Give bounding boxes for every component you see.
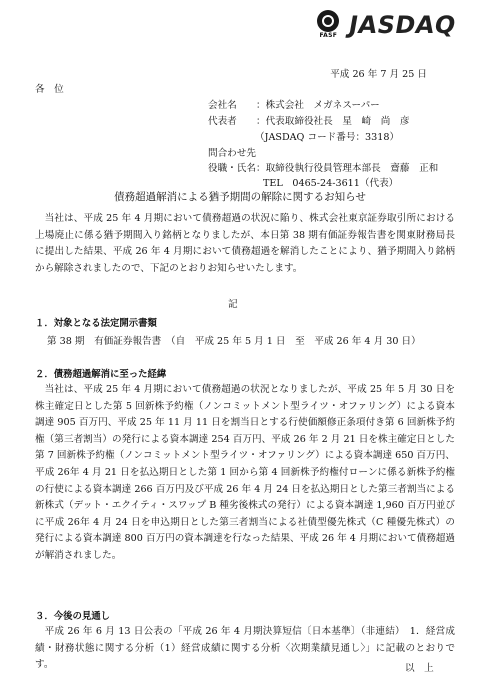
section3-line: 財務状態に関する分析（1）経営成績に関する分析〈次期業績見通し〉」に記載のとおりです。: [35, 642, 455, 671]
section2-line: 資本調達 800 百万円の資本調達を行なった結果、平成 26 年 4 月期において債務超過が解消され: [35, 533, 456, 561]
section2-paragraph: [35, 382, 455, 565]
representative-label: 代表者: [208, 116, 237, 127]
representative-value: ：代表取締役社長 星 崎 尚 彦: [256, 116, 410, 127]
section3-heading: ３．今後の見通し: [35, 611, 111, 622]
closing-mark: 以 上: [405, 663, 434, 674]
ki-marker: 記: [228, 299, 238, 310]
intro-paragraph: [35, 211, 455, 277]
fasf-seal-icon: [317, 10, 339, 32]
section2-line: ました。: [82, 549, 122, 561]
company-name-value: ：株式会社 メガネスーパー: [256, 100, 380, 111]
header-logos: [315, 10, 459, 40]
role-value: ：取締役執行役員管理本部長 齋藤 正和: [256, 163, 439, 174]
section2-line: ト・エクイティ・スワップ B 種劣後株式の発行）による資本調達 1,960 百万円並びに平成 26: [35, 500, 456, 528]
section3-line: 平成 26 年 6 月 13 日公表の「平成 26 年 4 月期決算短信〔日本基準〕（非連結） 1．経営成績・: [35, 626, 455, 654]
jasdaq-code: （JASDAQ コード番号：3318）: [255, 132, 400, 143]
section2-line: 達 905 百万円、平成 25 年 11 月 11 日を割当日とする行使価額修正条項付き第 6 回新株予約権（第: [35, 417, 455, 445]
telephone: TEL 0465-24-3611（代表）: [263, 178, 399, 189]
section1-body: 第 38 期 有価証券報告書 （自 平成 25 年 5 月 1 日 至 平成 26 年 4 月 30 日）: [47, 336, 421, 347]
section2-line: 三者割当）の発行による資本調達 254 百万円、平成 26 年 2 月 21 日を株主確定日とした第 7 回新: [35, 433, 456, 462]
fasf-logo: [315, 10, 341, 40]
fasf-caption: FASF: [319, 32, 338, 39]
addressee: 各 位: [35, 84, 64, 95]
section2-line: 株予約権（ノンコミットメント型ライツ・オファリング）による資本調達 650 百万円、平成 26: [35, 450, 455, 478]
section3-paragraph: [35, 624, 455, 674]
section2-line: 当社は、平成 25 年 4 月期において債務超過の状況となりましたが、平成 25 年 5 月 30 日を株: [35, 384, 455, 412]
section2-line: よる資本調達 266 百万円及び平成 26 年 4 月 24 日を払込期日とした第三者割当による新株式（デッ: [35, 483, 456, 512]
intro-line: に提出した結果、平成 26 年 4 月期において債務超過を解消したことにより、猶予期間入り銘柄: [35, 246, 455, 258]
intro-line: 上場廃止に係る猶予期間入り銘柄となりましたが、本日第 38 期有価証券報告書を関東財務局長: [35, 229, 455, 241]
company-name-label: 会社名: [208, 100, 237, 111]
jasdaq-logo: JASDAQ: [346, 11, 459, 39]
section2-heading: ２．債務超過解消に至った経緯: [35, 369, 167, 380]
intro-line: 当社は、平成 25 年 4 月期において債務超過の状況に陥り、株式会社東京証券取引所における: [44, 213, 455, 224]
section2-line: 年 4 月 21 日を払込期日とした第 1 回から第 4 回新株予約権付ローンに係る新株予約権の行使に: [35, 466, 455, 495]
section2-line: 主確定日とした第 5 回新株予約権（ノンコミットメント型ライツ・オファリング）による資本調: [35, 400, 456, 429]
section1-heading: １．対象となる法定開示書類: [35, 318, 157, 329]
intro-line: から解除されましたので、下記のとおりお知らせいたします。: [35, 262, 303, 274]
document-date: 平成 26 年 7 月 25 日: [330, 69, 427, 80]
section2-line: 年 4 月 24 日を申込期日とした第三者割当による社債型優先株式（C 種優先株式）の発行による: [35, 516, 455, 545]
role-label: 役職・氏名: [208, 163, 256, 174]
page-title: 債務超過解消による猶予期間の解除に関するお知らせ: [114, 191, 366, 203]
contact-label: 問合わせ先: [208, 148, 256, 159]
